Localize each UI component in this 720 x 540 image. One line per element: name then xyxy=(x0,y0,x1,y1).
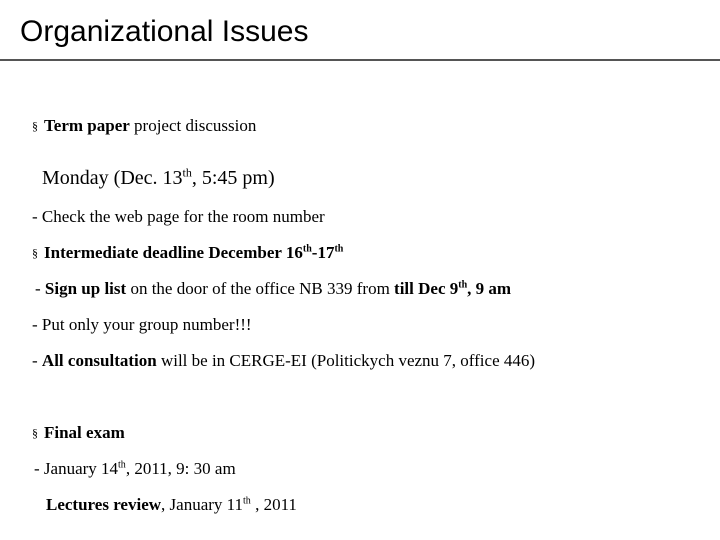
page-title: Organizational Issues xyxy=(20,15,309,48)
title-divider xyxy=(0,59,720,61)
deadline-item xyxy=(32,242,343,265)
bullet-icon: § xyxy=(32,426,38,440)
consult-rest: will be in CERGE-EI (Politickych veznu 7, office 446) xyxy=(156,351,536,370)
lectures-text-a: , January 11 xyxy=(161,495,244,514)
consultation-line xyxy=(32,350,535,372)
final-exam-label: Final exam xyxy=(44,423,125,442)
january-text-a: - January 14 xyxy=(34,459,119,478)
signup-line xyxy=(35,278,511,300)
deadline-sup1: th xyxy=(302,243,312,255)
signup-bold2: till Dec 9 xyxy=(394,279,459,298)
consult-pre: - xyxy=(32,351,42,370)
lectures-text-b: , 2011 xyxy=(250,495,297,514)
term-paper-item xyxy=(32,115,256,138)
bullet-icon: § xyxy=(32,119,38,133)
monday-text-b: , 5:45 pm) xyxy=(191,167,275,189)
january-line xyxy=(34,458,236,480)
monday-line xyxy=(42,165,275,191)
monday-sup: th xyxy=(182,165,192,180)
consult-bold: All consultation xyxy=(41,351,157,370)
term-paper-bold: Term paper xyxy=(44,116,130,135)
bullet-icon: § xyxy=(32,246,38,260)
signup-pre: - xyxy=(35,279,45,298)
lectures-sup: th xyxy=(243,495,251,507)
january-text-b: , 2011, 9: 30 am xyxy=(125,459,236,478)
term-paper-rest: project discussion xyxy=(129,116,257,135)
monday-text-a: Monday (Dec. 13 xyxy=(42,167,183,189)
january-sup: th xyxy=(118,459,126,471)
deadline-bold-a: Intermediate deadline December 16 xyxy=(44,243,303,262)
deadline-bold-b: -17 xyxy=(311,243,335,262)
group-number-line: - Put only your group number!!! xyxy=(32,315,252,334)
deadline-sup2: th xyxy=(334,243,344,255)
check-web-line: - Check the web page for the room number xyxy=(32,207,325,226)
signup-bold3: , 9 am xyxy=(467,279,512,298)
signup-mid: on the door of the office NB 339 from xyxy=(126,279,395,298)
final-exam-item xyxy=(32,422,125,445)
signup-bold1: Sign up list xyxy=(44,279,127,298)
lectures-review-line xyxy=(46,494,297,516)
lectures-bold: Lectures review xyxy=(46,495,162,514)
signup-sup: th xyxy=(458,279,468,291)
